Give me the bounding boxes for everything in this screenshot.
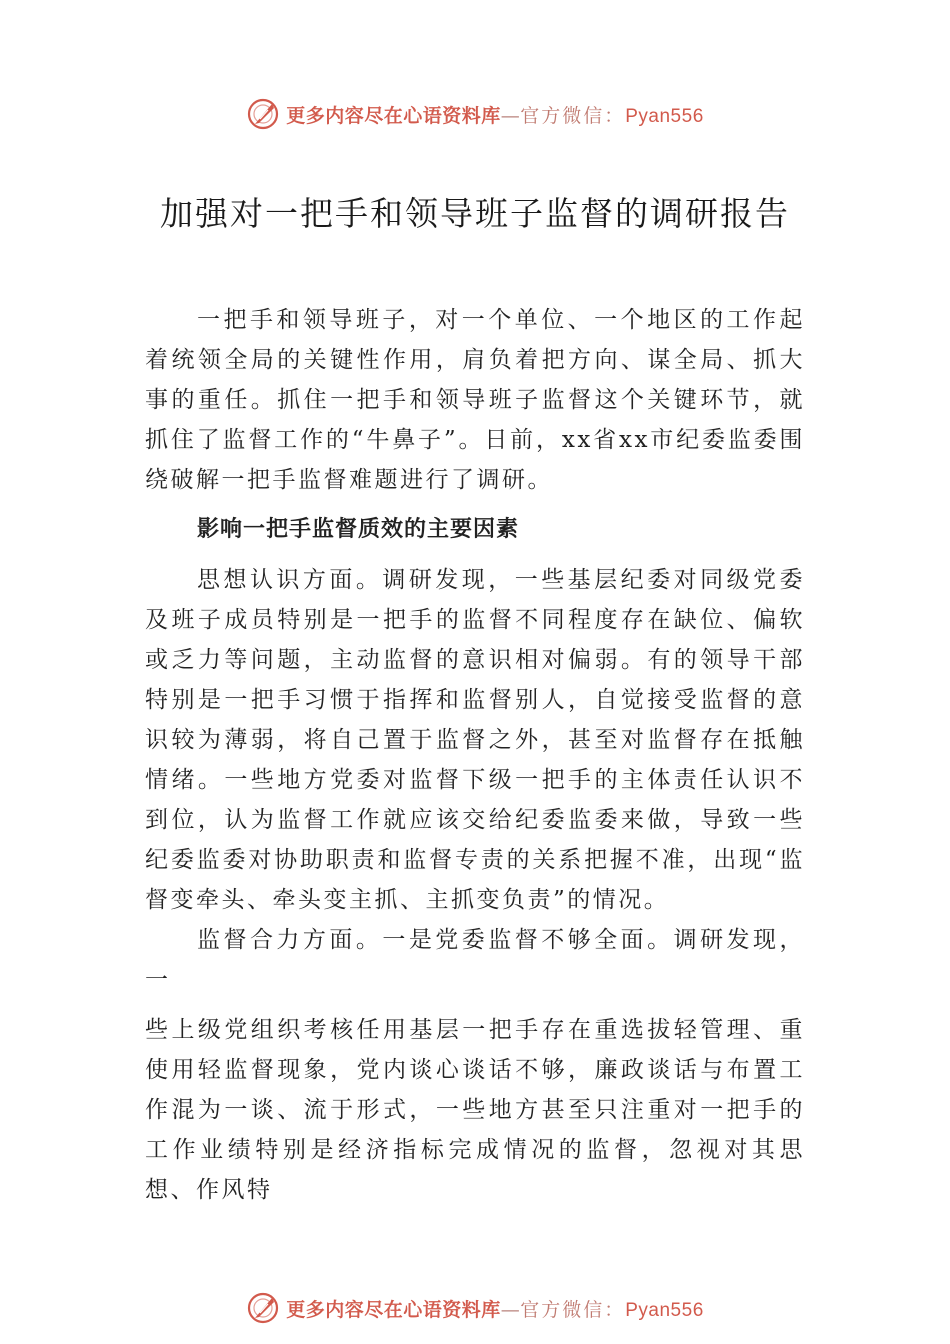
watermark-label: 官方微信： bbox=[520, 1298, 626, 1321]
synergy-paragraph-first-line: 监督合力方面。一是党委监督不够全面。调研发现，一 bbox=[145, 927, 805, 993]
watermark-footer bbox=[0, 1288, 950, 1328]
watermark-brand: 更多内容尽在心语资料库 bbox=[286, 1298, 501, 1321]
watermark-separator: — bbox=[500, 104, 521, 127]
quill-logo-icon bbox=[246, 97, 280, 131]
quill-logo-icon bbox=[246, 1291, 280, 1325]
watermark-text bbox=[286, 1295, 704, 1322]
watermark-handle: Pyan556 bbox=[625, 1299, 704, 1321]
intro-paragraph: 一把手和领导班子，对一个单位、一个地区的工作起着统领全局的关键性作用，肩负着把方向、谋全局、抓大事的重任。抓住一把手和领导班子监督这个关键环节，就抓住了监督工作的“牛鼻子”。日前，xx省xx市纪委监委围绕破解一把手监督难题进行了调研。 bbox=[145, 307, 805, 493]
watermark-brand: 更多内容尽在心语资料库 bbox=[286, 104, 501, 127]
section-heading: 影响一把手监督质效的主要因素 bbox=[197, 517, 520, 542]
watermark-separator: — bbox=[500, 1298, 521, 1321]
watermark-handle: Pyan556 bbox=[625, 105, 704, 127]
document-body bbox=[145, 300, 805, 1210]
watermark-header bbox=[0, 94, 950, 134]
watermark-label: 官方微信： bbox=[520, 104, 626, 127]
synergy-paragraph-rest: 些上级党组织考核任用基层一把手存在重选拔轻管理、重使用轻监督现象，党内谈心谈话不够，廉政谈话与布置工作混为一谈、流于形式，一些地方甚至只注重对一把手的工作业绩特别是经济指标完成情况的监督，忽视对其思想、作风特 bbox=[145, 1017, 805, 1203]
watermark-text bbox=[286, 101, 704, 128]
thinking-paragraph: 思想认识方面。调研发现，一些基层纪委对同级党委及班子成员特别是一把手的监督不同程度存在缺位、偏软或乏力等问题，主动监督的意识相对偏弱。有的领导干部特别是一把手习惯于指挥和监督别人，自觉接受监督的意识较为薄弱，将自己置于监督之外，甚至对监督存在抵触情绪。一些地方党委对监督下级一把手的主体责任认识不到位，认为监督工作就应该交给纪委监委来做，导致一些纪委监委对协助职责和监督专责的关系把握不准，出现“监督变牵头、牵头变主抓、主抓变负责”的情况。 bbox=[145, 567, 805, 913]
document-title: 加强对一把手和领导班子监督的调研报告 bbox=[160, 194, 790, 233]
